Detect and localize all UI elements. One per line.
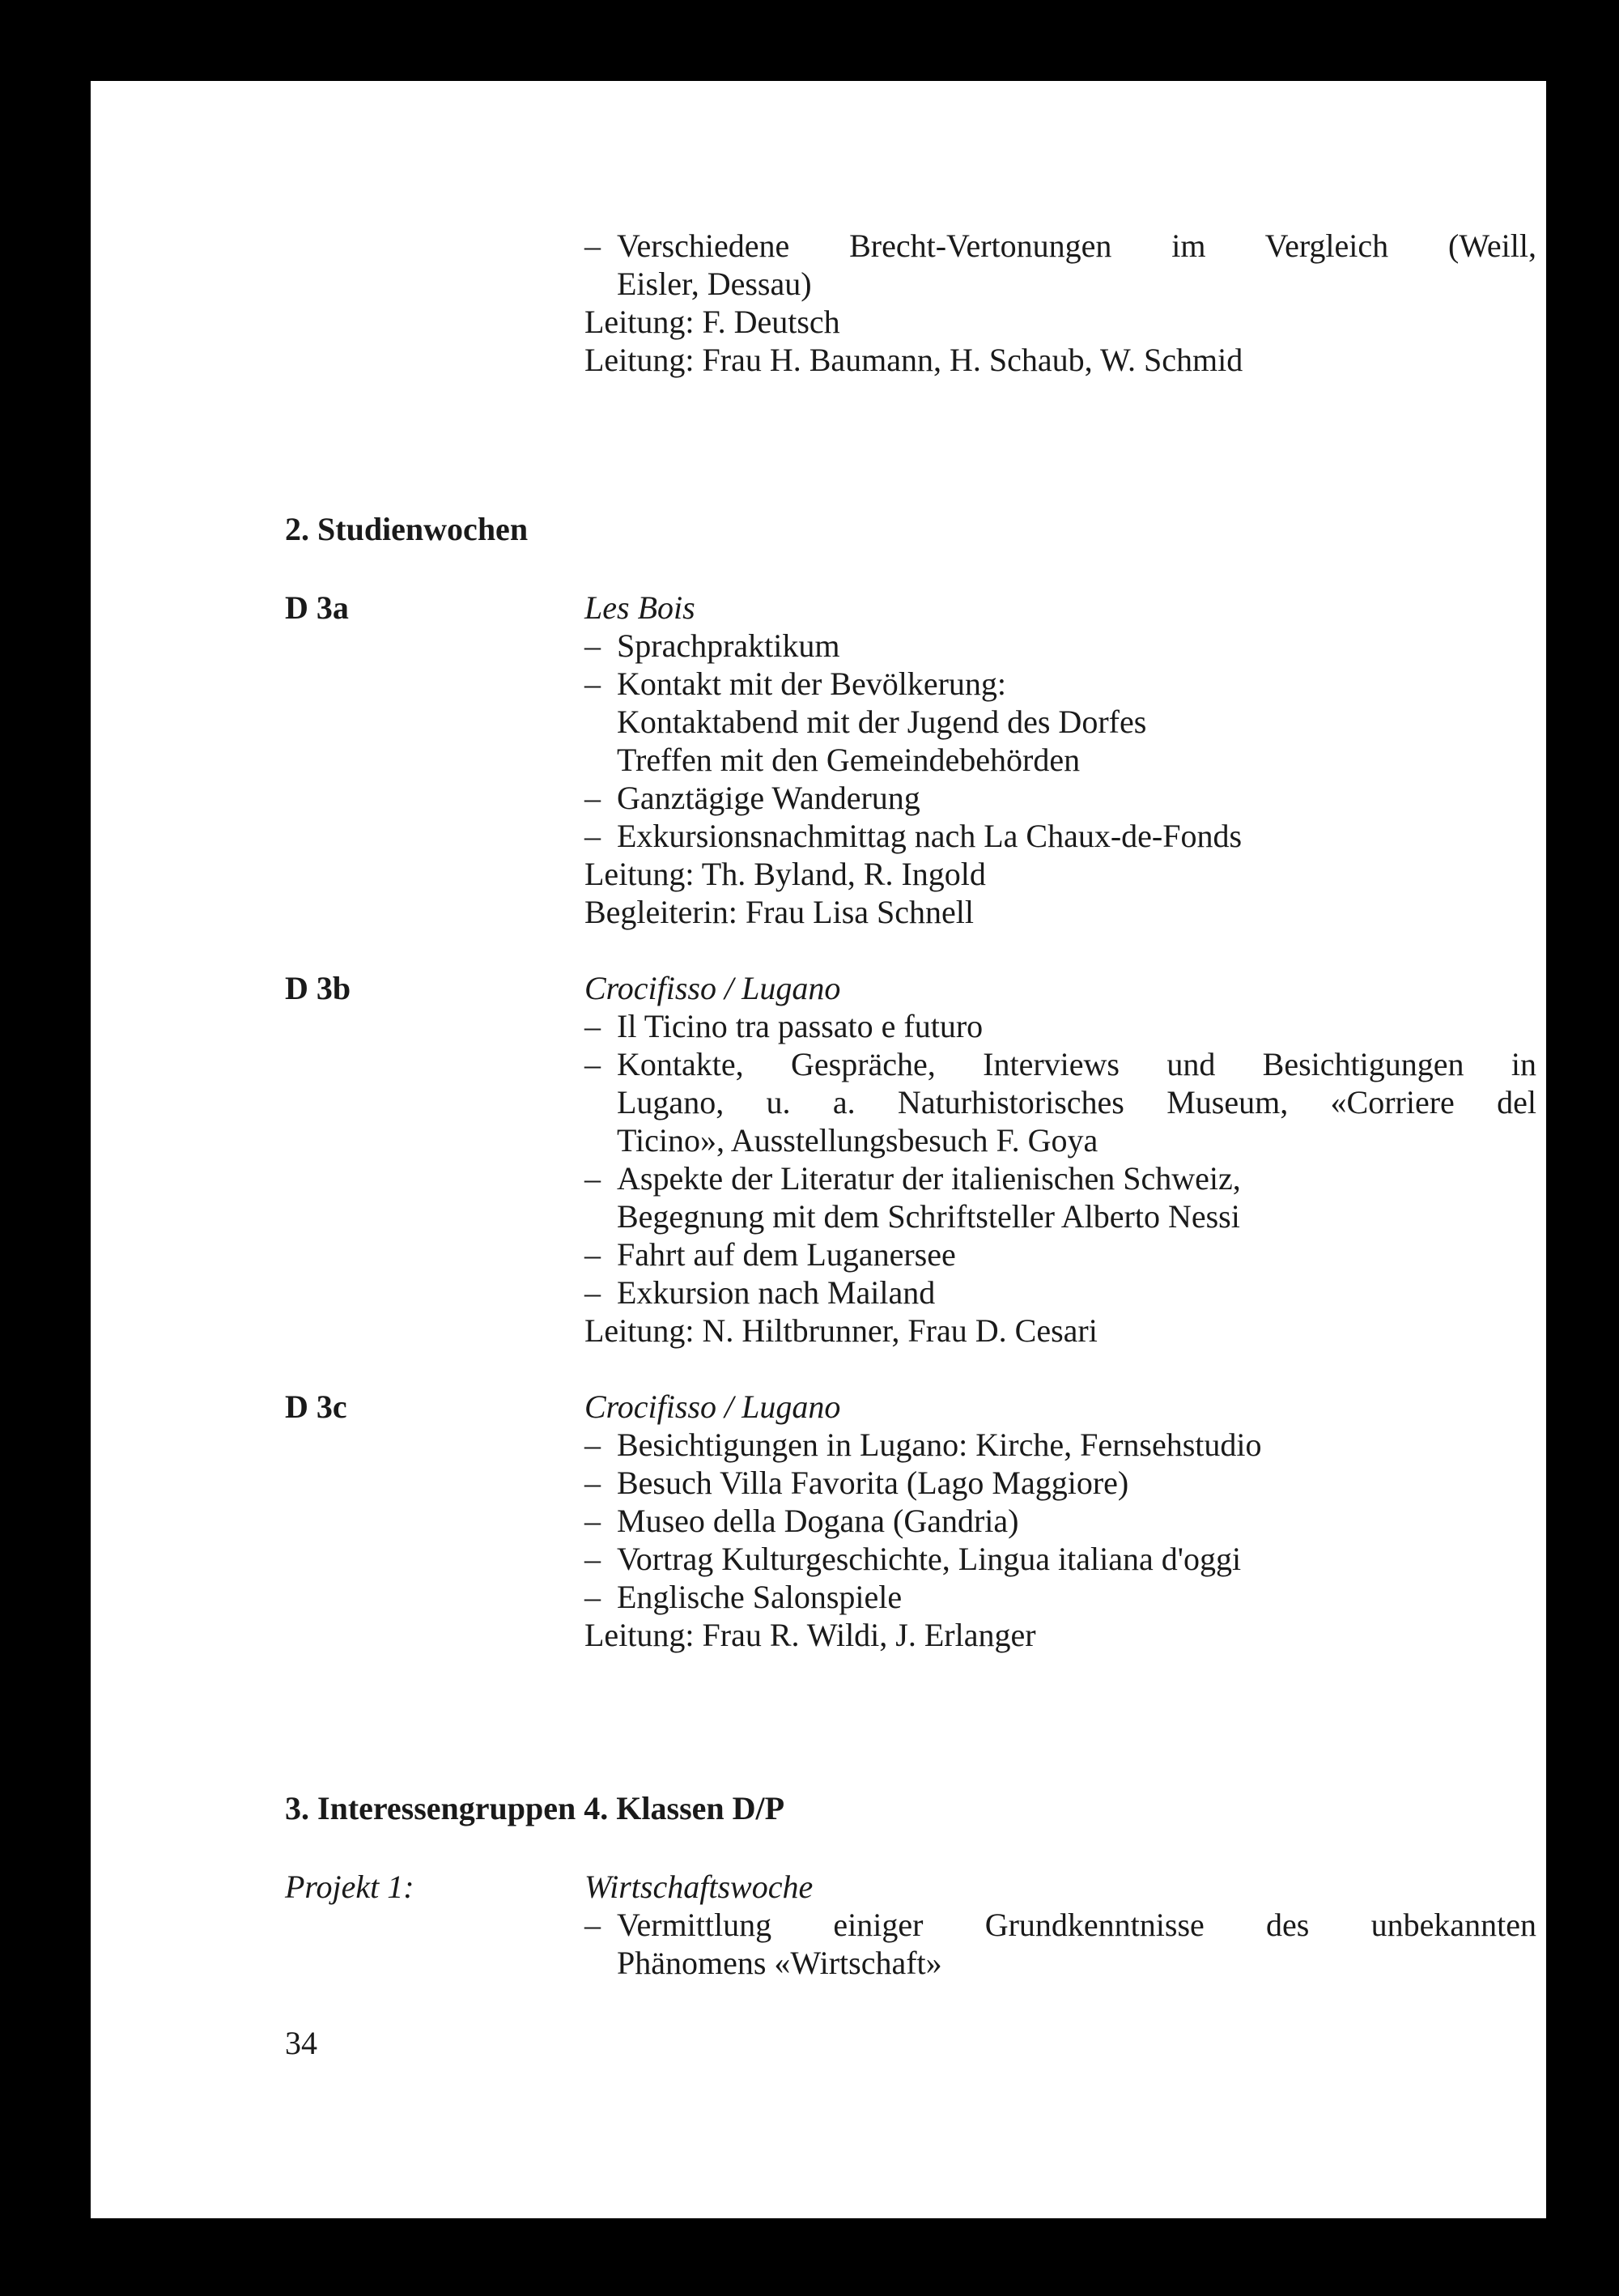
list-item-continuation: Lugano, u. a. Naturhistorisches Museum, «Corriere del: [617, 1084, 1536, 1120]
list-item-continuation: Phänomens «Wirtschaft»: [617, 1945, 942, 1981]
list-item: Fahrt auf dem Luganersee: [617, 1236, 956, 1273]
group-label-d3c: D 3c: [285, 1388, 347, 1425]
list-item-brecht-line2: Eisler, Dessau): [617, 266, 812, 302]
list-item: Exkursion nach Mailand: [617, 1274, 936, 1311]
list-dash: –: [584, 780, 601, 816]
list-dash: –: [584, 627, 601, 664]
list-item: Vortrag Kulturgeschichte, Lingua italiana d'oggi: [617, 1541, 1242, 1577]
project-label: Projekt 1:: [285, 1869, 414, 1905]
section-heading-interessengruppen: 3. Interessengruppen 4. Klassen D/P: [285, 1790, 785, 1826]
list-item-continuation: Begegnung mit dem Schriftsteller Alberto Nessi: [617, 1198, 1240, 1235]
leitung-line: Leitung: Frau R. Wildi, J. Erlanger: [584, 1617, 1036, 1653]
list-item-brecht-line1: Verschiedene Brecht-Vertonungen im Vergleich (Weill,: [617, 227, 1536, 264]
leitung-line: Leitung: N. Hiltbrunner, Frau D. Cesari: [584, 1312, 1098, 1349]
list-item: Kontakt mit der Bevölkerung:: [617, 665, 1007, 702]
group-label-d3a: D 3a: [285, 589, 349, 626]
list-dash: –: [584, 1274, 601, 1311]
list-item: Englische Salonspiele: [617, 1579, 903, 1615]
list-item: Sprachpraktikum: [617, 627, 840, 664]
leitung-line: Leitung: Frau H. Baumann, H. Schaub, W. Schmid: [584, 342, 1243, 378]
group-label-d3b: D 3b: [285, 970, 351, 1006]
list-dash: –: [584, 665, 601, 702]
list-dash: –: [584, 227, 601, 264]
list-dash: –: [584, 1236, 601, 1273]
list-dash: –: [584, 1465, 601, 1501]
list-dash: –: [584, 1579, 601, 1615]
begleiterin-line: Begleiterin: Frau Lisa Schnell: [584, 894, 974, 930]
list-dash: –: [584, 1046, 601, 1082]
list-dash: –: [584, 1426, 601, 1463]
list-dash: –: [584, 1541, 601, 1577]
page-number: 34: [285, 2025, 317, 2061]
list-dash: –: [584, 1503, 601, 1539]
list-item: Exkursionsnachmittag nach La Chaux-de-Fonds: [617, 818, 1243, 854]
leitung-line: Leitung: Th. Byland, R. Ingold: [584, 856, 986, 892]
list-dash: –: [584, 1160, 601, 1197]
list-item-continuation: Treffen mit den Gemeindebehörden: [617, 742, 1081, 778]
group-place: Crocifisso / Lugano: [584, 1388, 841, 1425]
list-dash: –: [584, 1008, 601, 1044]
section-heading-studienwochen: 2. Studienwochen: [285, 511, 529, 547]
project-title: Wirtschaftswoche: [584, 1869, 814, 1905]
list-item: Kontakte, Gespräche, Interviews und Besichtigungen in: [617, 1046, 1536, 1082]
list-dash: –: [584, 1907, 601, 1943]
list-item-continuation: Kontaktabend mit der Jugend des Dorfes: [617, 704, 1147, 740]
list-item: Besuch Villa Favorita (Lago Maggiore): [617, 1465, 1129, 1501]
list-dash: –: [584, 818, 601, 854]
list-item: Museo della Dogana (Gandria): [617, 1503, 1019, 1539]
list-item: Ganztägige Wanderung: [617, 780, 920, 816]
leitung-line: Leitung: F. Deutsch: [584, 304, 840, 340]
list-item: Vermittlung einiger Grundkenntnisse des unbekannten: [617, 1907, 1536, 1943]
document-page: [91, 81, 1546, 2218]
group-place: Crocifisso / Lugano: [584, 970, 841, 1006]
list-item: Besichtigungen in Lugano: Kirche, Fernsehstudio: [617, 1426, 1262, 1463]
group-place: Les Bois: [584, 589, 695, 626]
list-item-continuation: Ticino», Ausstellungsbesuch F. Goya: [617, 1122, 1098, 1159]
list-item: Aspekte der Literatur der italienischen Schweiz,: [617, 1160, 1241, 1197]
list-item: Il Ticino tra passato e futuro: [617, 1008, 984, 1044]
